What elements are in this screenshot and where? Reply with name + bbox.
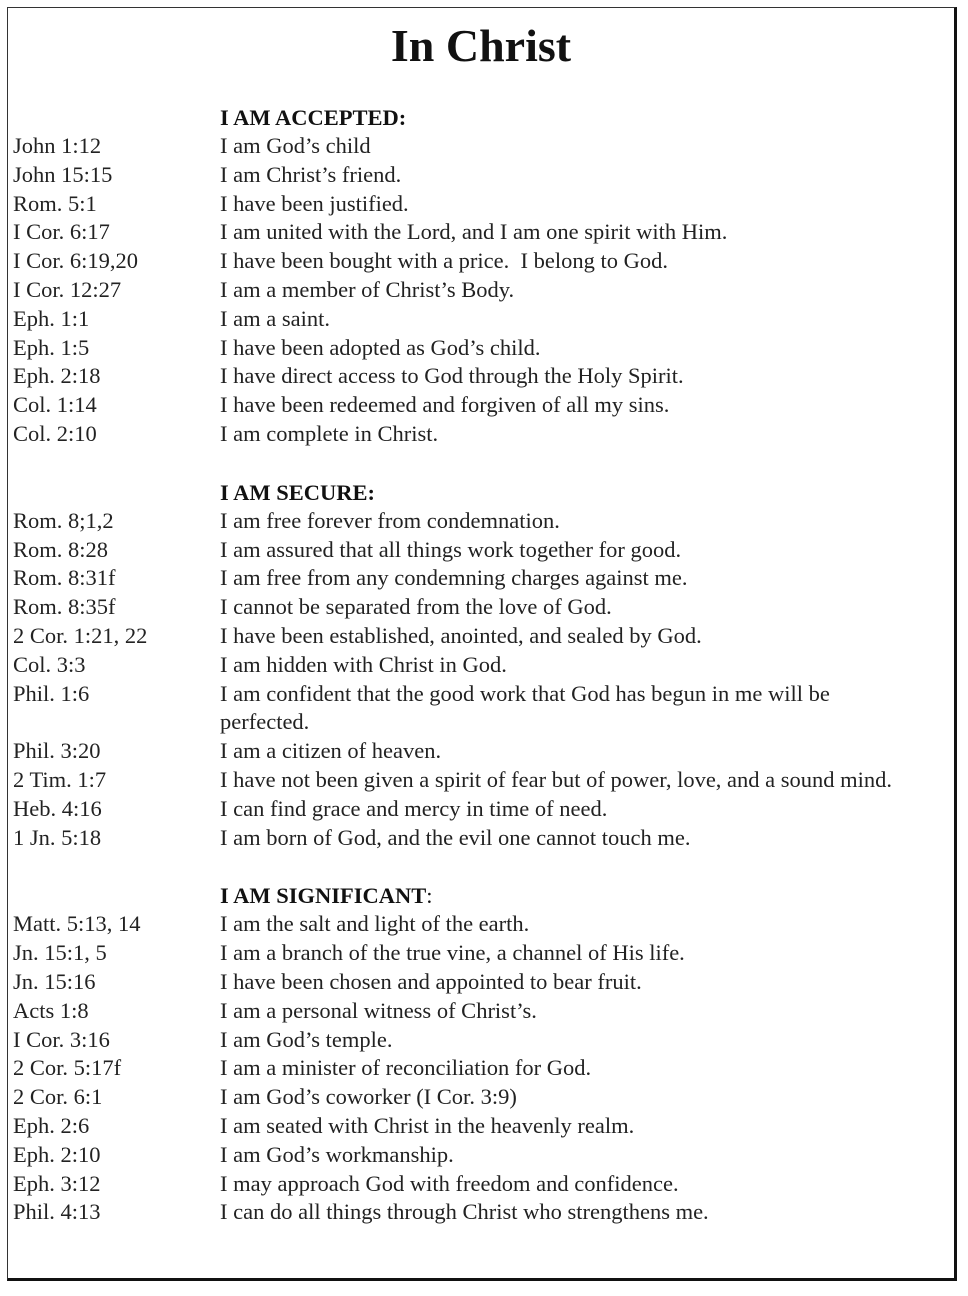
identity-statement: I am complete in Christ. (220, 420, 439, 446)
verse-row (13, 305, 954, 334)
verse-row (13, 334, 954, 363)
document-title: In Christ (390, 20, 572, 71)
verse-reference: 2 Cor. 6:1 (13, 1084, 103, 1110)
verse-row (13, 737, 954, 766)
verse-row (13, 939, 954, 968)
section-i-am-accepted (13, 103, 954, 449)
verse-row (13, 276, 954, 305)
identity-statement: I have been adopted as God’s child. (220, 334, 541, 360)
verse-reference: Eph. 1:5 (13, 334, 90, 360)
verse-row (13, 651, 954, 680)
identity-statement: I am a minister of reconciliation for God. (220, 1055, 592, 1081)
verse-reference: Phil. 3:20 (13, 738, 101, 764)
identity-statement: I have been bought with a price. I belong to God. (220, 248, 669, 274)
verse-reference: I Cor. 6:19,20 (13, 248, 139, 274)
verse-reference: I Cor. 6:17 (13, 219, 110, 245)
verse-row (13, 564, 954, 593)
verse-reference: Eph. 2:6 (13, 1112, 90, 1138)
verse-row (13, 247, 954, 276)
verse-reference: Eph. 1:1 (13, 305, 90, 331)
verse-reference: 2 Cor. 1:21, 22 (13, 622, 148, 648)
section-heading (13, 478, 954, 507)
verse-row (13, 1054, 954, 1083)
identity-statement: I am a personal witness of Christ’s. (220, 997, 537, 1023)
verse-row (13, 1170, 954, 1199)
verse-reference: I Cor. 3:16 (13, 1026, 110, 1052)
document-page (7, 7, 957, 1281)
verse-row (13, 680, 954, 738)
verse-reference: Eph. 2:18 (13, 363, 101, 389)
verse-row (13, 910, 954, 939)
verse-row (13, 795, 954, 824)
identity-statement: I can find grace and mercy in time of need. (220, 795, 608, 821)
verse-reference: Rom. 8:35f (13, 594, 116, 620)
verse-row (13, 997, 954, 1026)
verse-row (13, 218, 954, 247)
verse-row (13, 536, 954, 565)
verse-reference: I Cor. 12:27 (13, 276, 122, 302)
verse-reference: 2 Cor. 5:17f (13, 1055, 122, 1081)
identity-statement: I am free forever from condemnation. (220, 507, 560, 533)
verse-row (13, 1198, 954, 1227)
verse-row (13, 420, 954, 449)
verse-reference: Matt. 5:13, 14 (13, 911, 141, 937)
verse-reference: Rom. 8:31f (13, 565, 116, 591)
section-i-am-significant (13, 881, 954, 1227)
identity-statement: I am seated with Christ in the heavenly realm. (220, 1112, 635, 1138)
verse-row (13, 391, 954, 420)
verse-reference: Rom. 8;1,2 (13, 507, 114, 533)
verse-reference: John 15:15 (13, 161, 113, 187)
verse-row (13, 968, 954, 997)
verse-reference: Col. 3:3 (13, 651, 86, 677)
verse-row (13, 190, 954, 219)
verse-reference: Jn. 15:1, 5 (13, 940, 107, 966)
section-heading-colon: : (367, 479, 376, 505)
identity-statement: I am assured that all things work together for good. (220, 536, 682, 562)
verse-reference: Phil. 4:13 (13, 1199, 101, 1225)
verse-row (13, 766, 954, 795)
verse-row (13, 132, 954, 161)
document-content (13, 103, 954, 1256)
verse-row (13, 593, 954, 622)
identity-statement: I am hidden with Christ in God. (220, 651, 507, 677)
verse-row (13, 622, 954, 651)
identity-statement: I am confident that the good work that God has begun in me will be perfected. (220, 680, 836, 735)
identity-statement: I have been justified. (220, 190, 409, 216)
identity-statement: I am a branch of the true vine, a channel of His life. (220, 940, 685, 966)
verse-reference: 1 Jn. 5:18 (13, 824, 102, 850)
section-heading-text: I AM SIGNIFICANT (220, 883, 427, 909)
verse-row (13, 1112, 954, 1141)
section-heading-text: I AM SECURE (220, 479, 368, 505)
verse-reference: Rom. 5:1 (13, 190, 97, 216)
verse-reference: 2 Tim. 1:7 (13, 766, 107, 792)
section-heading (13, 881, 954, 910)
verse-row (13, 161, 954, 190)
verse-reference: Eph. 2:10 (13, 1141, 101, 1167)
section-heading (13, 103, 954, 132)
verse-reference: Phil. 1:6 (13, 680, 90, 706)
identity-statement: I am united with the Lord, and I am one spirit with Him. (220, 219, 728, 245)
section-i-am-secure (13, 478, 954, 853)
identity-statement: I am Christ’s friend. (220, 161, 402, 187)
identity-statement: I have direct access to God through the Holy Spirit. (220, 363, 684, 389)
verse-reference: Rom. 8:28 (13, 536, 109, 562)
identity-statement: I am born of God, and the evil one cannot touch me. (220, 824, 691, 850)
identity-statement: I am a member of Christ’s Body. (220, 276, 515, 302)
section-heading-colon: : (398, 105, 407, 130)
identity-statement: I have been established, anointed, and sealed by God. (220, 622, 702, 648)
identity-statement: I am a saint. (220, 305, 330, 331)
identity-statement: I cannot be separated from the love of God. (220, 594, 612, 620)
verse-row (13, 1083, 954, 1112)
identity-statement: I have been chosen and appointed to bear fruit. (220, 968, 642, 994)
identity-statement: I am a citizen of heaven. (220, 738, 442, 764)
identity-statement: I am God’s temple. (220, 1026, 393, 1052)
verse-reference: Col. 1:14 (13, 392, 97, 418)
verse-row (13, 362, 954, 391)
identity-statement: I am God’s child (220, 133, 371, 158)
identity-statement: I may approach God with freedom and confidence. (220, 1170, 679, 1196)
verse-reference: Acts 1:8 (13, 997, 89, 1023)
verse-reference: John 1:12 (13, 133, 102, 158)
identity-statement: I have been redeemed and forgiven of all my sins. (220, 392, 670, 418)
verse-row (13, 1141, 954, 1170)
identity-statement: I am God’s workmanship. (220, 1141, 454, 1167)
identity-statement: I am the salt and light of the earth. (220, 911, 530, 937)
section-heading-colon: : (426, 883, 433, 909)
identity-statement: I am free from any condemning charges against me. (220, 565, 688, 591)
verse-reference: Col. 2:10 (13, 420, 97, 446)
verse-reference: Eph. 3:12 (13, 1170, 101, 1196)
verse-row (13, 507, 954, 536)
identity-statement: I have not been given a spirit of fear but of power, love, and a sound mind. (220, 766, 893, 792)
identity-statement: I can do all things through Christ who strengthens me. (220, 1199, 709, 1225)
identity-statement: I am God’s coworker (I Cor. 3:9) (220, 1084, 517, 1110)
verse-reference: Heb. 4:16 (13, 795, 102, 821)
section-heading-text: I AM ACCEPTED (220, 105, 399, 130)
verse-reference: Jn. 15:16 (13, 968, 96, 994)
verse-row (13, 1026, 954, 1055)
verse-row (13, 824, 954, 853)
